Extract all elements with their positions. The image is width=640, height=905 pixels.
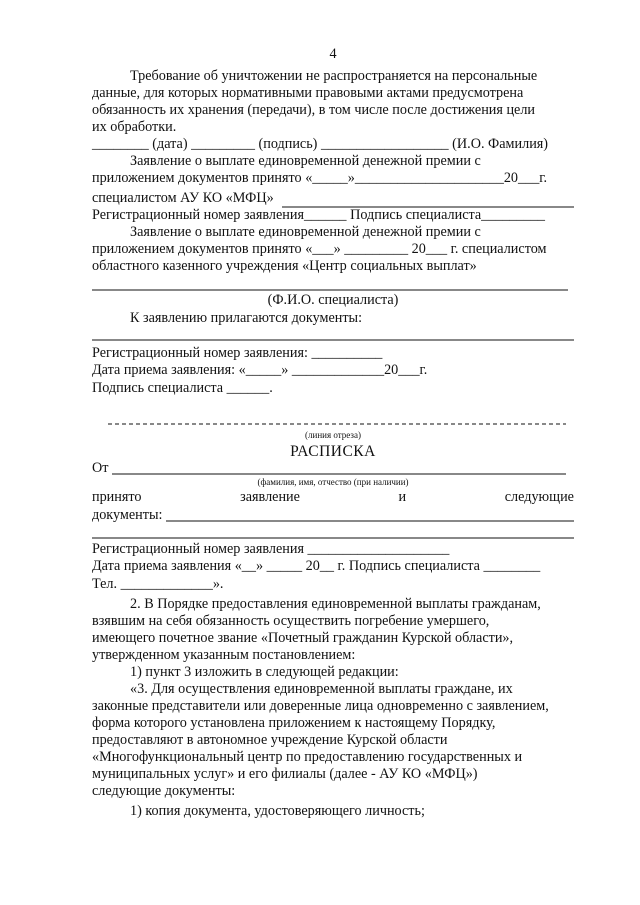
specialist-sign-line: Подпись специалиста ______. — [92, 380, 273, 396]
reg-number-line: Регистрационный номер заявления: __________ — [92, 345, 383, 361]
ocsv-statement-3: областного казенного учреждения «Центр социальных выплат» — [92, 258, 477, 274]
receipt-from-label: От — [92, 460, 109, 476]
para-requirement-4: их обработки. — [92, 119, 177, 135]
statement-word: заявление — [240, 489, 300, 505]
para2-line-3: имеющего почетное звание «Почетный гражданин Курской области», — [92, 630, 514, 646]
item-copy-id: 1) копия документа, удостоверяющего личность; — [130, 803, 425, 819]
para2-line-2: взявшим на себя обязанность осуществить погребение умершего, — [92, 613, 490, 629]
para3-line-2: законные представители или доверенные лица одновременно с заявлением, — [92, 698, 549, 714]
para2-line-1: 2. В Порядке предоставления единовременной выплаты гражданам, — [130, 596, 541, 612]
para-requirement-1: Требование об уничтожении не распространяется на персональные — [130, 68, 538, 84]
mfc-statement-3: специалистом АУ КО «МФЦ» — [92, 190, 274, 206]
para3-line-4: предоставляют в автономное учреждение Курской области — [92, 732, 448, 748]
ocsv-statement-2: приложением документов принято «___» _________ 20___ г. специалистом — [92, 241, 547, 257]
receive-date-line: Дата приема заявления: «_____» _____________20___г. — [92, 362, 428, 378]
para2-line-4: утвержденном указанным постановлением: — [92, 647, 356, 663]
receipt-title: РАСПИСКА — [290, 443, 376, 460]
ocsv-statement-1: Заявление о выплате единовременной денежной премии с — [130, 224, 481, 240]
mfc-reg-number: Регистрационный номер заявления______ Подпись специалиста_________ — [92, 207, 546, 223]
para-requirement-2: данные, для которых нормативными правовыми актами предусмотрена — [92, 85, 524, 101]
para3-line-3: форма которого установлена приложением к настоящему Порядку, — [92, 715, 496, 731]
accepted-line — [92, 489, 574, 506]
fio-specialist-label: (Ф.И.О. специалиста) — [267, 292, 399, 308]
para3-line-7: следующие документы: — [92, 783, 236, 799]
accepted-word: принято — [92, 489, 142, 505]
para-requirement-3: обязанность их хранения (передачи), в том числе после достижения цели — [92, 102, 536, 118]
mfc-statement-2: приложением документов принято «_____»_____________________20___г. — [92, 170, 548, 186]
item-1: 1) пункт 3 изложить в следующей редакции: — [130, 664, 399, 680]
para3-line-6: муниципальных услуг» и его филиалы (далее - АУ КО «МФЦ») — [92, 766, 478, 782]
para3-line-1: «3. Для осуществления единовременной выплаты граждане, их — [130, 681, 513, 697]
signature-line: ________ (дата) _________ (подпись) __________________ (И.О. Фамилия) — [92, 136, 549, 152]
following-word: следующие — [504, 489, 574, 505]
receipt-date: Дата приема заявления «__» _____ 20__ г. Подпись специалиста ________ — [92, 558, 541, 574]
page-number: 4 — [329, 46, 337, 62]
receipt-tel: Тел. _____________». — [92, 576, 224, 592]
para3-line-5: «Многофункциональный центр по предоставлению государственных и — [92, 749, 523, 765]
receipt-reg-number: Регистрационный номер заявления ____________________ — [92, 541, 450, 557]
and-word: и — [398, 489, 407, 505]
cut-line-label: (линия отреза) — [305, 430, 361, 440]
mfc-statement-1: Заявление о выплате единовременной денежной премии с — [130, 153, 481, 169]
fio-hint: (фамилия, имя, отчество (при наличии) — [257, 477, 409, 487]
receipt-documents-label: документы: — [92, 507, 163, 523]
docs-attached-label: К заявлению прилагаются документы: — [130, 310, 363, 326]
